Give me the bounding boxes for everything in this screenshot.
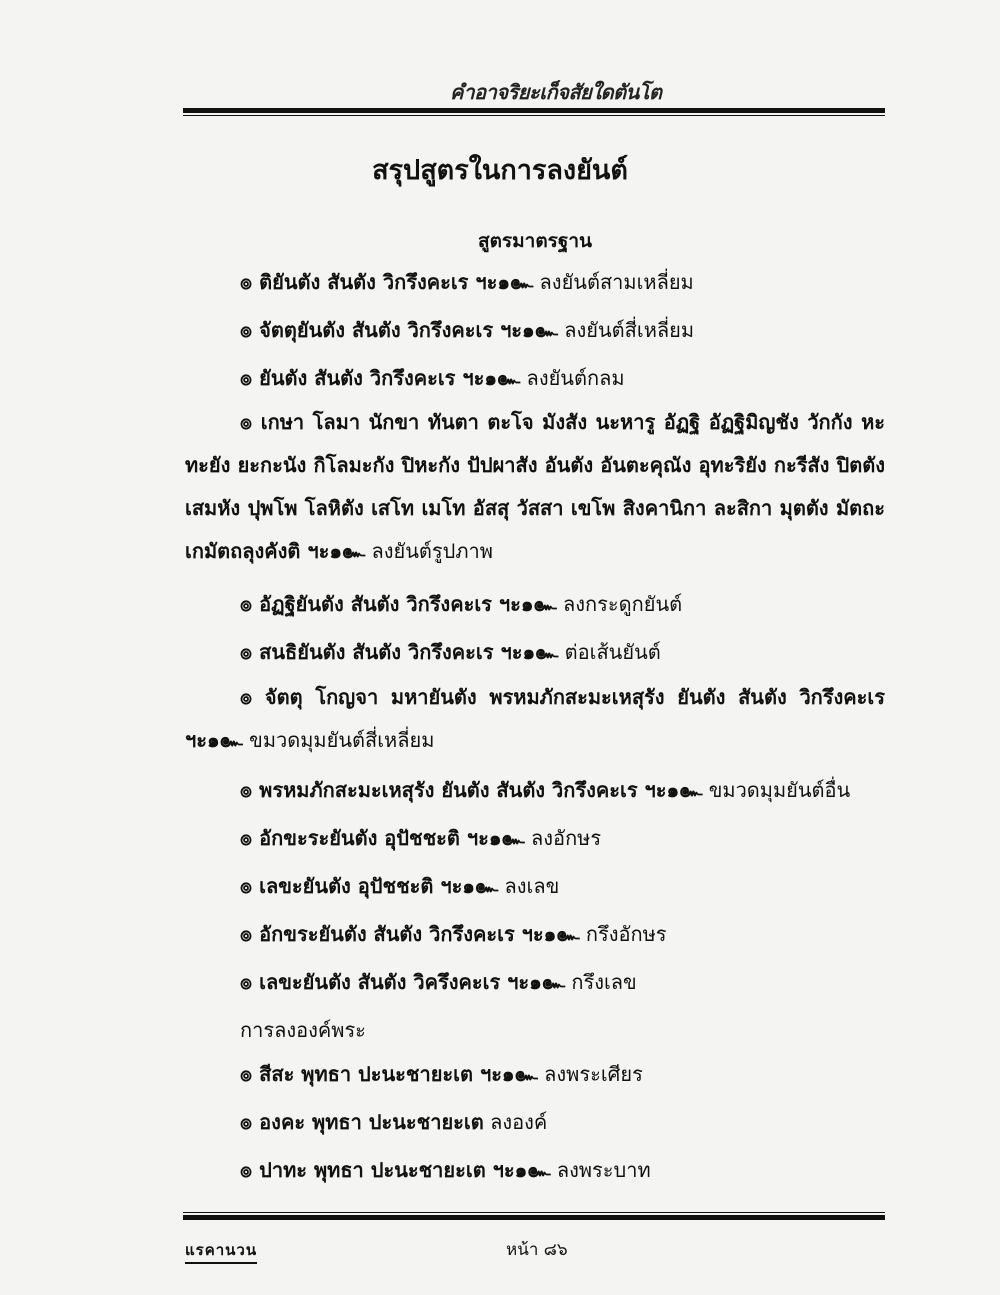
- formula-meaning: ลงกระดูกยันต์: [556, 592, 683, 616]
- formula-line: [240, 314, 694, 346]
- header-rule-thin: [183, 115, 885, 116]
- formula-text: ๏ อัฏฐิยันตัง สันตัง วิกรึงคะเร ฯะ๑๛: [240, 592, 557, 616]
- formula-meaning: ลงยันต์สี่เหลี่ยม: [557, 318, 695, 342]
- paragraph-meaning: ขมวดมุมยันต์สี่เหลี่ยม: [249, 728, 435, 752]
- formula-text: ๏ อักขะระยันตัง อุปัชชะติ ฯะ๑๛: [240, 826, 525, 850]
- body-paragraph: [185, 676, 885, 762]
- section-subtitle: สูตรมาตรฐาน: [477, 230, 593, 252]
- paragraph-meaning: ลงยันต์รูปภาพ: [365, 539, 493, 563]
- running-header-title: คำอาจริยะเก็จสัยใดตันโต: [450, 80, 662, 104]
- formula-text: ๏ ปาทะ พุทธา ปะนะชายะเต ฯะ๑๛: [240, 1158, 551, 1182]
- formula-meaning: ลงอักษร: [524, 826, 602, 850]
- formula-text: ๏ สนธิยันตัง สันตัง วิกรึงคะเร ฯะ๑๛: [240, 640, 559, 664]
- formula-line: [240, 588, 682, 620]
- header-rule-thick: [183, 108, 885, 113]
- section-label: การลงองค์พระ: [240, 1018, 366, 1042]
- formula-line: [240, 822, 601, 854]
- paragraph-text: ๏ เกษา โลมา นักขา ทันตา ตะโจ มังสัง นะหารู อัฏฐิ อัฏฐิมิญชัง วักกัง หะทะยัง ยะกะนัง กิโลมะกัง ปิหะกัง ปัปผาสัง อันตัง อันตะคุณัง อุทะริยัง กะรีสัง ปิตตัง เสมหัง ปุพโพ โลหิตัง เสโท เมโท อัสสุ วัสสา เขโพ สิงคานิกา ละสิกา มุตตัง มัตถะเกมัตถลุงคังติ ฯะ๑๛: [185, 410, 885, 563]
- formula-text: ๏ เลขะยันตัง อุปัชชะติ ฯะ๑๛: [240, 874, 499, 898]
- formula-line: [240, 918, 667, 950]
- formula-meaning: ลงพระบาท: [550, 1158, 651, 1182]
- formula-line: [240, 362, 625, 394]
- footer-rule-thick: [183, 1215, 885, 1220]
- formula-line: [240, 1106, 547, 1138]
- formula-meaning: ต่อเส้นยันต์: [558, 640, 661, 664]
- formula-text: ๏ เลขะยันตัง สันตัง วิครึงคะเร ฯะ๑๛: [240, 970, 565, 994]
- formula-meaning: กรึงอักษร: [579, 922, 667, 946]
- formula-meaning: ลงเลข: [498, 874, 560, 898]
- formula-line: [240, 966, 637, 998]
- formula-meaning: ขมวดมุมยันต์อื่น: [702, 778, 851, 802]
- formula-line: [240, 1058, 643, 1090]
- footer-logo: แรคานวน: [185, 1238, 257, 1264]
- formula-line: [240, 266, 694, 298]
- formula-meaning: ลงพระเศียร: [537, 1062, 643, 1086]
- formula-line: [240, 1154, 651, 1186]
- formula-text: ๏ จัตตุยันตัง สันตัง วิกรึงคะเร ฯะ๑๛: [240, 318, 558, 342]
- formula-text: ๏ ติยันตัง สันตัง วิกรึงคะเร ฯะ๑๛: [240, 270, 534, 294]
- formula-text: ๏ ยันตัง สันตัง วิกรึงคะเร ฯะ๑๛: [240, 366, 521, 390]
- formula-meaning: ลงองค์: [483, 1110, 548, 1134]
- formula-line: [240, 774, 850, 806]
- page-number: หน้า ๘๖: [506, 1240, 568, 1260]
- page-title: สรุปสูตรในการลงยันต์: [372, 155, 628, 186]
- formula-line: [240, 636, 661, 668]
- formula-line: [240, 870, 559, 902]
- formula-text: ๏ องคะ พุทธา ปะนะชายะเต: [240, 1110, 484, 1134]
- formula-text: ๏ อักขระยันตัง สันตัง วิกรึงคะเร ฯะ๑๛: [240, 922, 580, 946]
- formula-meaning: ลงยันต์สามเหลี่ยม: [533, 270, 694, 294]
- formula-meaning: ลงยันต์กลม: [520, 366, 625, 390]
- formula-text: ๏ พรหมภักสะมะเหสุรัง ยันตัง สันตัง วิกรึงคะเร ฯะ๑๛: [240, 778, 703, 802]
- footer-rule-thin: [183, 1212, 885, 1213]
- formula-text: ๏ สีสะ พุทธา ปะนะชายะเต ฯะ๑๛: [240, 1062, 538, 1086]
- formula-meaning: กรึงเลข: [564, 970, 637, 994]
- body-paragraph: [185, 401, 885, 573]
- paragraph-text: ๏ จัตตุ โกญจา มหายันตัง พรหมภักสะมะเหสุรัง ยันตัง สันตัง วิกรึงคะเร ฯะ๑๛: [185, 685, 885, 752]
